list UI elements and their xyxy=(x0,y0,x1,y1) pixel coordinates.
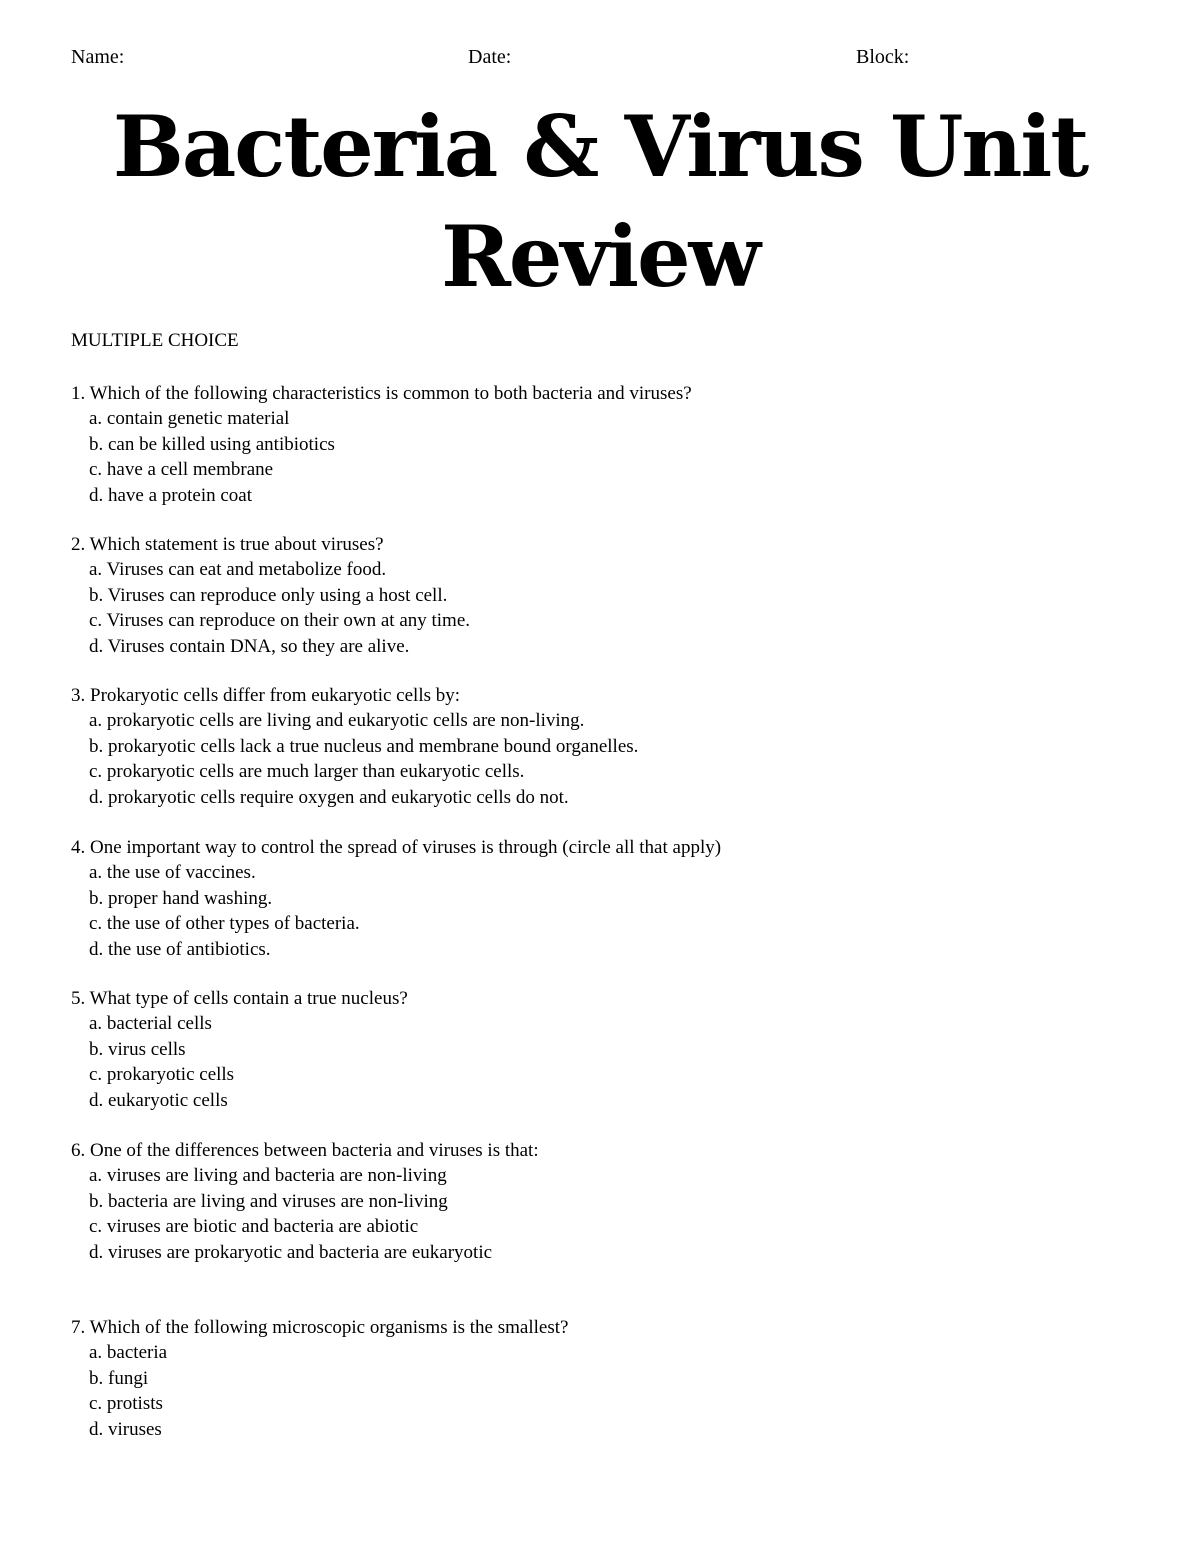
block-label: Block: xyxy=(856,46,910,68)
answer-options xyxy=(71,860,721,962)
answer-option-d: d. prokaryotic cells require oxygen and eukaryotic cells do not. xyxy=(89,786,569,808)
name-label: Name: xyxy=(71,46,125,68)
date-label: Date: xyxy=(468,46,512,68)
question-7 xyxy=(71,1315,568,1442)
question-3 xyxy=(71,683,638,810)
answer-options xyxy=(71,1011,408,1113)
page-title-line-2: Review xyxy=(441,207,759,306)
answer-option-a: a. bacteria xyxy=(89,1342,168,1364)
answer-option-c: c. Viruses can reproduce on their own at any time. xyxy=(89,610,471,632)
answer-option-a: a. bacterial cells xyxy=(89,1013,212,1035)
answer-option-b: b. fungi xyxy=(89,1367,149,1389)
answer-option-a: a. viruses are living and bacteria are non-living xyxy=(89,1165,447,1187)
answer-option-a: a. prokaryotic cells are living and eukaryotic cells are non-living. xyxy=(89,710,585,732)
question-5 xyxy=(71,986,408,1113)
answer-option-c: c. the use of other types of bacteria. xyxy=(89,913,360,935)
answer-option-b: b. proper hand washing. xyxy=(89,887,273,909)
question-1 xyxy=(71,381,692,508)
answer-options xyxy=(71,557,470,659)
answer-option-b: b. virus cells xyxy=(89,1038,186,1060)
answer-option-d: d. Viruses contain DNA, so they are alive. xyxy=(89,635,410,657)
answer-option-c: c. prokaryotic cells are much larger than eukaryotic cells. xyxy=(89,761,525,783)
answer-option-a: a. contain genetic material xyxy=(89,408,290,430)
question-stem: 4. One important way to control the spread of viruses is through (circle all that apply) xyxy=(71,837,722,858)
section-heading: MULTIPLE CHOICE xyxy=(71,330,239,351)
question-stem: 5. What type of cells contain a true nucleus? xyxy=(71,988,408,1009)
answer-option-b: b. Viruses can reproduce only using a host cell. xyxy=(89,584,448,606)
answer-option-c: c. prokaryotic cells xyxy=(89,1064,235,1086)
page-title xyxy=(0,92,1200,312)
answer-option-d: d. have a protein coat xyxy=(89,484,253,506)
answer-option-d: d. the use of antibiotics. xyxy=(89,938,271,960)
question-stem: 2. Which statement is true about viruses? xyxy=(71,534,384,555)
question-stem: 6. One of the differences between bacteria and viruses is that: xyxy=(71,1140,539,1161)
answer-option-d: d. viruses are prokaryotic and bacteria are eukaryotic xyxy=(89,1241,493,1263)
answer-options xyxy=(71,406,692,508)
answer-option-d: d. eukaryotic cells xyxy=(89,1089,228,1111)
question-4 xyxy=(71,835,721,962)
question-6 xyxy=(71,1138,539,1265)
question-stem: 3. Prokaryotic cells differ from eukaryotic cells by: xyxy=(71,685,461,706)
answer-option-a: a. the use of vaccines. xyxy=(89,862,256,884)
answer-options xyxy=(71,708,638,810)
answer-options xyxy=(71,1340,568,1442)
question-2 xyxy=(71,532,470,659)
answer-options xyxy=(71,1163,539,1265)
answer-option-c: c. viruses are biotic and bacteria are abiotic xyxy=(89,1216,419,1238)
question-stem: 7. Which of the following microscopic organisms is the smallest? xyxy=(71,1317,569,1338)
header-row xyxy=(0,46,1200,74)
answer-option-d: d. viruses xyxy=(89,1418,162,1440)
answer-option-b: b. can be killed using antibiotics xyxy=(89,433,335,455)
question-stem: 1. Which of the following characteristics is common to both bacteria and viruses? xyxy=(71,383,692,404)
page-title-line-1: Bacteria & Virus Unit xyxy=(112,97,1088,196)
answer-option-c: c. have a cell membrane xyxy=(89,459,274,481)
answer-option-a: a. Viruses can eat and metabolize food. xyxy=(89,559,387,581)
answer-option-c: c. protists xyxy=(89,1393,163,1415)
answer-option-b: b. bacteria are living and viruses are non-living xyxy=(89,1190,448,1212)
answer-option-b: b. prokaryotic cells lack a true nucleus and membrane bound organelles. xyxy=(89,735,639,757)
